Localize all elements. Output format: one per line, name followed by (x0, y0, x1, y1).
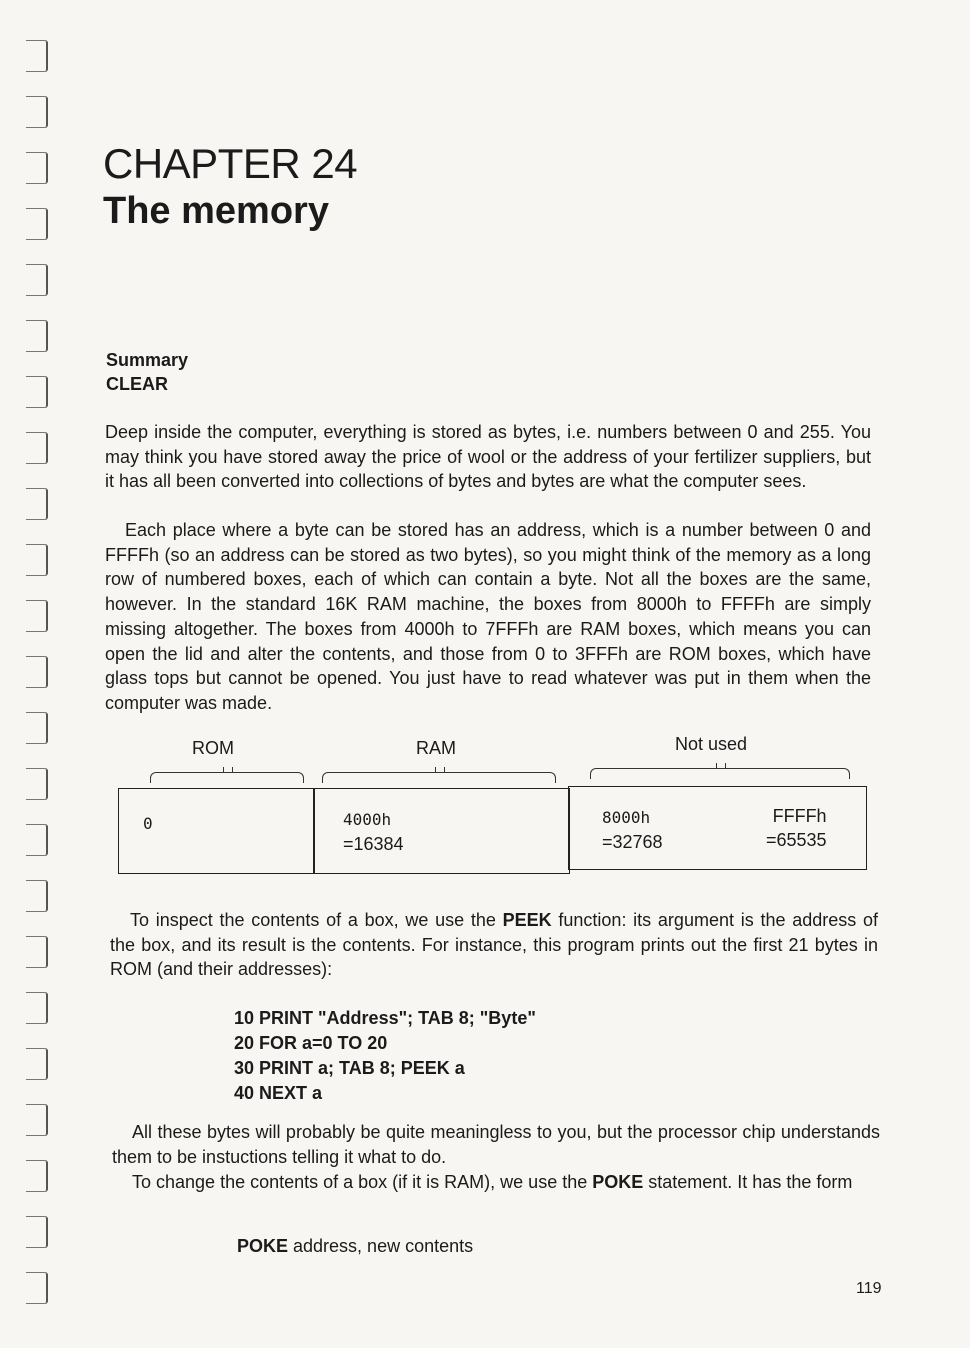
ram-start-hex: 4000h (343, 810, 392, 829)
binding-ring (26, 656, 48, 688)
paragraph-poke (112, 1170, 880, 1195)
poke-text-after: statement. It has the form (643, 1172, 853, 1192)
binding-ring (26, 1048, 48, 1080)
ram-start-address (343, 808, 404, 856)
binding-ring (26, 992, 48, 1024)
end-hex: FFFFh (772, 806, 827, 826)
program-line: 20 FOR a=0 TO 20 (234, 1033, 388, 1053)
rom-label: ROM (192, 738, 234, 758)
end-address (766, 804, 827, 852)
binding-ring (26, 768, 48, 800)
peek-text-after: function: its argument is the address of the box, and its result is the contents. For instance, this program prints out the first 21 bytes in ROM (and their addresses): (110, 910, 879, 980)
ram-start-dec: =16384 (343, 834, 404, 854)
binding-ring (26, 544, 48, 576)
rom-brace (150, 772, 304, 783)
summary-keyword: CLEAR (106, 374, 168, 394)
end-dec: =65535 (766, 830, 827, 850)
program-line: 40 NEXT a (234, 1083, 323, 1103)
ram-label: RAM (416, 738, 456, 758)
binding-ring (26, 880, 48, 912)
binding-ring (26, 432, 48, 464)
spiral-binding (0, 0, 60, 1348)
rom-start-address: 0 (143, 814, 153, 833)
poke-keyword: POKE (592, 1172, 644, 1192)
brace-tip (716, 763, 726, 769)
peek-keyword: PEEK (502, 910, 552, 930)
unused-start-hex: 8000h (602, 808, 651, 827)
paragraph-peek (110, 908, 878, 982)
brace-tip (223, 767, 233, 773)
binding-ring (26, 376, 48, 408)
unused-start-dec: =32768 (602, 832, 663, 852)
summary-heading: Summary (106, 350, 189, 370)
binding-ring (26, 208, 48, 240)
ram-brace (322, 772, 556, 783)
not-used-brace (590, 768, 850, 779)
binding-ring (26, 600, 48, 632)
poke-syntax-args: address, new contents (288, 1236, 474, 1256)
binding-ring (26, 264, 48, 296)
program-line: 30 PRINT a; TAB 8; PEEK a (234, 1058, 465, 1078)
paragraph-intro: Deep inside the computer, everything is stored as bytes, i.e. numbers between 0 and 255. You may think you have stored away the price of wool or the address of your fertilizer suppliers, but it has all been converted into collections of bytes and bytes are what the computer sees. (105, 422, 871, 492)
binding-ring (26, 488, 48, 520)
binding-ring (26, 152, 48, 184)
binding-ring (26, 1216, 48, 1248)
binding-ring (26, 712, 48, 744)
chapter-number: CHAPTER 24 (103, 140, 358, 187)
poke-text-before: To change the contents of a box (if it is RAM), we use the (132, 1172, 593, 1192)
program-line: 10 PRINT "Address"; TAB 8; "Byte" (234, 1008, 536, 1028)
binding-ring (26, 1272, 48, 1304)
poke-syntax (237, 1236, 473, 1257)
program-listing (234, 1006, 536, 1106)
binding-ring (26, 1104, 48, 1136)
summary-block (106, 348, 188, 396)
binding-ring (26, 1160, 48, 1192)
peek-text-before: To inspect the contents of a box, we use the (130, 910, 503, 930)
unused-start-address (602, 806, 663, 854)
paragraph-addresses: Each place where a byte can be stored has an address, which is a number between 0 and FFFFh (so an address can be stored as two bytes), so you might think of the memory as a long row of numbered boxes, each of which can contain a byte. Not all the boxes are the same, however. In the standard 16K RAM machine, the boxes from 8000h to FFFFh are simply missing altogether. The boxes from 4000h to 7FFFh are RAM boxes, which means you can open the lid and alter the contents, and those from 0 to 3FFFh are ROM boxes, which have glass tops but cannot be opened. You just have to read whatever was put in them when the computer was made. (105, 520, 871, 713)
chapter-title: The memory (103, 190, 329, 232)
binding-ring (26, 936, 48, 968)
brace-tip (435, 767, 445, 773)
page-number: 119 (856, 1280, 882, 1297)
binding-ring (26, 96, 48, 128)
poke-syntax-keyword: POKE (237, 1236, 289, 1256)
binding-ring (26, 40, 48, 72)
paragraph-meaningless: All these bytes will probably be quite meaningless to you, but the processor chip understands them to be instuctions telling it what to do. (112, 1122, 880, 1167)
binding-ring (26, 824, 48, 856)
binding-ring (26, 320, 48, 352)
not-used-label: Not used (675, 734, 748, 754)
